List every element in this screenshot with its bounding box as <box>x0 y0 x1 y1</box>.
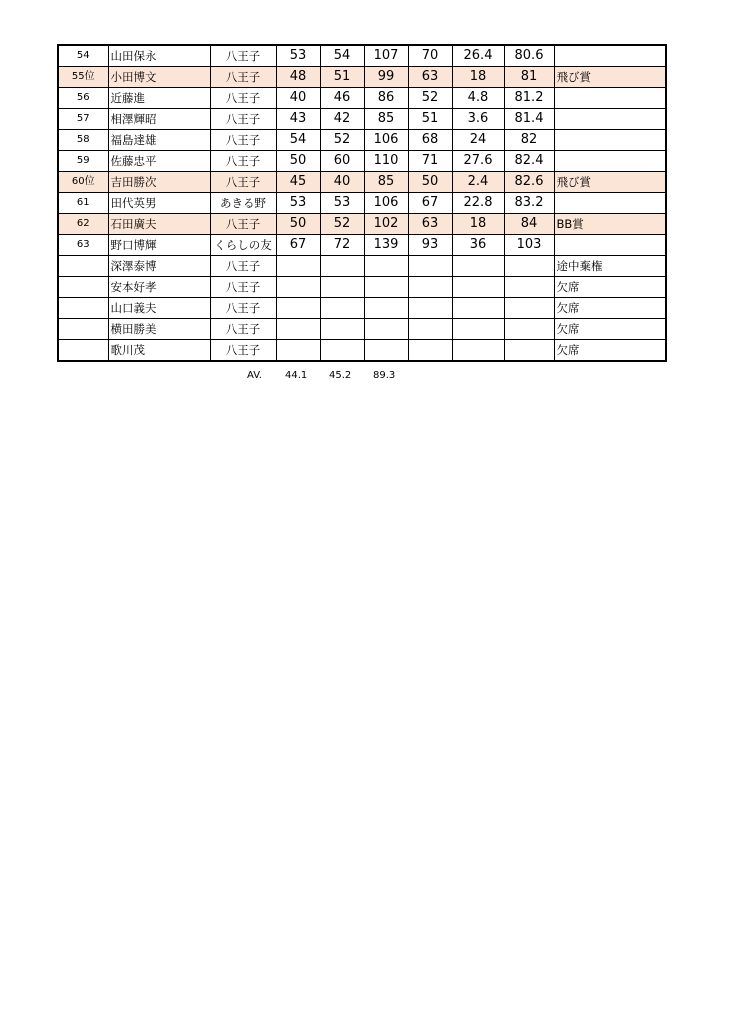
total-score-cell: 85 <box>364 172 408 193</box>
score-1-cell <box>276 340 320 362</box>
value-1-cell <box>408 277 452 298</box>
value-2-cell: 18 <box>452 214 504 235</box>
player-name-cell: 歌川茂 <box>108 340 210 362</box>
score-2-cell: 72 <box>320 235 364 256</box>
score-1-cell: 43 <box>276 109 320 130</box>
value-1-cell: 93 <box>408 235 452 256</box>
table-row <box>58 340 666 362</box>
value-2-cell: 24 <box>452 130 504 151</box>
total-score-cell: 106 <box>364 193 408 214</box>
club-cell: 八王子 <box>210 256 276 277</box>
value-1-cell <box>408 340 452 362</box>
results-table <box>57 44 667 362</box>
note-cell: 欠席 <box>554 298 666 319</box>
value-3-cell: 82.4 <box>504 151 554 172</box>
value-2-cell: 22.8 <box>452 193 504 214</box>
player-name-cell: 横田勝美 <box>108 319 210 340</box>
table-row <box>58 256 666 277</box>
total-score-cell: 139 <box>364 235 408 256</box>
value-2-cell <box>452 319 504 340</box>
value-1-cell: 71 <box>408 151 452 172</box>
rank-cell: 62 <box>58 214 108 235</box>
score-2-cell: 60 <box>320 151 364 172</box>
player-name-cell: 近藤進 <box>108 88 210 109</box>
total-score-cell <box>364 277 408 298</box>
value-3-cell: 82 <box>504 130 554 151</box>
table-row <box>58 298 666 319</box>
value-3-cell: 81 <box>504 67 554 88</box>
score-2-cell: 46 <box>320 88 364 109</box>
score-1-cell <box>276 298 320 319</box>
rank-cell <box>58 340 108 362</box>
score-1-cell <box>276 319 320 340</box>
player-name-cell: 吉田勝次 <box>108 172 210 193</box>
score-2-cell <box>320 298 364 319</box>
total-score-cell: 99 <box>364 67 408 88</box>
total-score-cell: 102 <box>364 214 408 235</box>
rank-cell: 59 <box>58 151 108 172</box>
value-2-cell: 3.6 <box>452 109 504 130</box>
score-2-cell: 52 <box>320 214 364 235</box>
score-2-cell: 51 <box>320 67 364 88</box>
total-score-cell <box>364 298 408 319</box>
total-score-cell <box>364 319 408 340</box>
player-name-cell: 安本好孝 <box>108 277 210 298</box>
average-score-1: 44.1 <box>285 370 308 381</box>
value-3-cell <box>504 319 554 340</box>
note-cell <box>554 130 666 151</box>
average-total: 89.3 <box>373 370 396 381</box>
club-cell: 八王子 <box>210 109 276 130</box>
value-3-cell: 82.6 <box>504 172 554 193</box>
rank-cell: 57 <box>58 109 108 130</box>
score-1-cell: 50 <box>276 214 320 235</box>
score-2-cell: 52 <box>320 130 364 151</box>
club-cell: 八王子 <box>210 130 276 151</box>
score-2-cell: 54 <box>320 45 364 67</box>
score-1-cell: 45 <box>276 172 320 193</box>
value-3-cell: 81.2 <box>504 88 554 109</box>
note-cell: 飛び賞 <box>554 172 666 193</box>
value-1-cell: 67 <box>408 193 452 214</box>
value-2-cell: 18 <box>452 67 504 88</box>
club-cell: 八王子 <box>210 88 276 109</box>
player-name-cell: 野口博輝 <box>108 235 210 256</box>
player-name-cell: 田代英男 <box>108 193 210 214</box>
table-row <box>58 193 666 214</box>
total-score-cell: 110 <box>364 151 408 172</box>
value-1-cell: 63 <box>408 214 452 235</box>
player-name-cell: 相澤輝昭 <box>108 109 210 130</box>
score-1-cell: 54 <box>276 130 320 151</box>
total-score-cell <box>364 340 408 362</box>
value-2-cell <box>452 298 504 319</box>
rank-cell <box>58 277 108 298</box>
score-1-cell: 67 <box>276 235 320 256</box>
value-3-cell: 83.2 <box>504 193 554 214</box>
player-name-cell: 山田保永 <box>108 45 210 67</box>
rank-cell: 63 <box>58 235 108 256</box>
score-2-cell <box>320 277 364 298</box>
value-1-cell: 50 <box>408 172 452 193</box>
note-cell: 欠席 <box>554 277 666 298</box>
value-1-cell: 52 <box>408 88 452 109</box>
table-row <box>58 151 666 172</box>
average-label: AV. <box>247 370 262 381</box>
value-1-cell <box>408 298 452 319</box>
rank-cell: 54 <box>58 45 108 67</box>
score-1-cell: 48 <box>276 67 320 88</box>
rank-cell: 56 <box>58 88 108 109</box>
score-1-cell: 40 <box>276 88 320 109</box>
table-row <box>58 45 666 67</box>
club-cell: あきる野 <box>210 193 276 214</box>
note-cell <box>554 109 666 130</box>
average-score-2: 45.2 <box>329 370 352 381</box>
club-cell: 八王子 <box>210 340 276 362</box>
value-2-cell <box>452 277 504 298</box>
total-score-cell <box>364 256 408 277</box>
club-cell: 八王子 <box>210 214 276 235</box>
value-1-cell: 51 <box>408 109 452 130</box>
value-2-cell: 27.6 <box>452 151 504 172</box>
value-3-cell <box>504 340 554 362</box>
score-1-cell: 50 <box>276 151 320 172</box>
club-cell: 八王子 <box>210 151 276 172</box>
rank-cell: 55位 <box>58 67 108 88</box>
note-cell: 飛び賞 <box>554 67 666 88</box>
value-3-cell: 80.6 <box>504 45 554 67</box>
total-score-cell: 86 <box>364 88 408 109</box>
score-1-cell: 53 <box>276 193 320 214</box>
score-2-cell <box>320 256 364 277</box>
table-row <box>58 214 666 235</box>
value-1-cell: 70 <box>408 45 452 67</box>
club-cell: 八王子 <box>210 45 276 67</box>
value-1-cell <box>408 319 452 340</box>
table-row <box>58 172 666 193</box>
value-2-cell: 4.8 <box>452 88 504 109</box>
table-row <box>58 319 666 340</box>
rank-cell <box>58 256 108 277</box>
note-cell: 途中棄権 <box>554 256 666 277</box>
value-3-cell: 103 <box>504 235 554 256</box>
total-score-cell: 106 <box>364 130 408 151</box>
score-2-cell: 42 <box>320 109 364 130</box>
rank-cell: 60位 <box>58 172 108 193</box>
table-row <box>58 88 666 109</box>
player-name-cell: 福島達雄 <box>108 130 210 151</box>
table-row <box>58 277 666 298</box>
value-1-cell: 68 <box>408 130 452 151</box>
note-cell: BB賞 <box>554 214 666 235</box>
value-2-cell: 2.4 <box>452 172 504 193</box>
total-score-cell: 85 <box>364 109 408 130</box>
value-3-cell <box>504 298 554 319</box>
score-2-cell: 53 <box>320 193 364 214</box>
table-row <box>58 67 666 88</box>
table-row <box>58 109 666 130</box>
value-2-cell <box>452 256 504 277</box>
player-name-cell: 小田博文 <box>108 67 210 88</box>
note-cell <box>554 235 666 256</box>
player-name-cell: 山口義夫 <box>108 298 210 319</box>
table-row <box>58 235 666 256</box>
rank-cell: 58 <box>58 130 108 151</box>
club-cell: 八王子 <box>210 172 276 193</box>
score-2-cell: 40 <box>320 172 364 193</box>
club-cell: 八王子 <box>210 319 276 340</box>
value-3-cell <box>504 256 554 277</box>
value-3-cell: 84 <box>504 214 554 235</box>
value-2-cell: 36 <box>452 235 504 256</box>
score-1-cell <box>276 277 320 298</box>
value-2-cell <box>452 340 504 362</box>
player-name-cell: 深澤泰博 <box>108 256 210 277</box>
club-cell: 八王子 <box>210 277 276 298</box>
score-1-cell: 53 <box>276 45 320 67</box>
table-row <box>58 130 666 151</box>
player-name-cell: 石田廣夫 <box>108 214 210 235</box>
value-3-cell <box>504 277 554 298</box>
score-2-cell <box>320 340 364 362</box>
club-cell: くらしの友 <box>210 235 276 256</box>
note-cell: 欠席 <box>554 319 666 340</box>
value-2-cell: 26.4 <box>452 45 504 67</box>
rank-cell <box>58 319 108 340</box>
rank-cell <box>58 298 108 319</box>
value-1-cell: 63 <box>408 67 452 88</box>
rank-cell: 61 <box>58 193 108 214</box>
note-cell <box>554 45 666 67</box>
score-1-cell <box>276 256 320 277</box>
note-cell: 欠席 <box>554 340 666 362</box>
score-2-cell <box>320 319 364 340</box>
note-cell <box>554 88 666 109</box>
player-name-cell: 佐藤忠平 <box>108 151 210 172</box>
value-1-cell <box>408 256 452 277</box>
note-cell <box>554 151 666 172</box>
note-cell <box>554 193 666 214</box>
total-score-cell: 107 <box>364 45 408 67</box>
club-cell: 八王子 <box>210 298 276 319</box>
value-3-cell: 81.4 <box>504 109 554 130</box>
average-row <box>0 370 730 384</box>
club-cell: 八王子 <box>210 67 276 88</box>
